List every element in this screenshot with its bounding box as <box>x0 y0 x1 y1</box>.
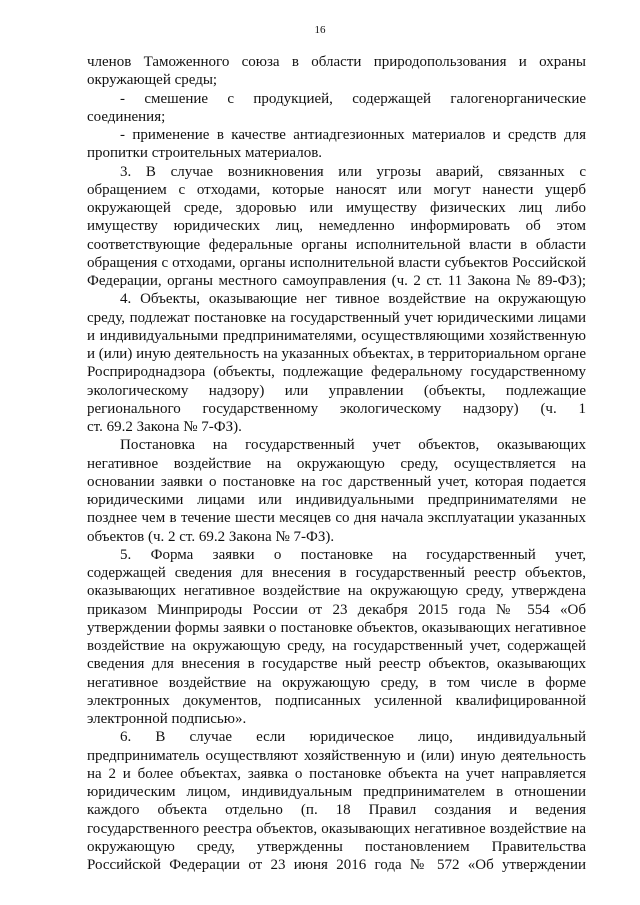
text-line: соответствующие федеральные органы исполнительной власти в области <box>87 236 586 253</box>
text-line: оказывающих негативное воздействие на окружающую среду, утверждена <box>87 583 586 600</box>
text-line: и индивидуальными предпринимателями, осуществляющими хозяйственную <box>87 327 586 344</box>
text-line: 3. В случае возникновения или угрозы аварий, связанных с <box>120 163 586 180</box>
text-line: на 2 и более объектах, заявка о постановке объекта на учет направляется <box>87 765 586 782</box>
text-line: 5. Форма заявки о постановке на государственный учет, <box>120 546 586 563</box>
text-line: сведения для внесения в государстве ный реестр объектов, оказывающих <box>87 656 586 673</box>
text-line: каждого объекта отдельно (п. 18 Правил создания и ведения <box>87 802 586 819</box>
text-line: предприниматель осуществляют хозяйственную и (или) иную деятельность <box>87 747 586 764</box>
text-line: негативное воздействие на окружающую среду, осуществляется на <box>87 455 586 472</box>
text-line: окружающую среду, утвержденны постановлением Правительства <box>87 838 586 855</box>
text-line: соединения; <box>87 108 166 125</box>
text-line: приказом Минприроды России от 23 декабря 2015 года № 554 «Об <box>87 601 586 618</box>
text-line: обращением с отходами, которые наносят или могут нанести ущерб <box>87 181 586 198</box>
text-line: среду, подлежат постановке на государственный учет юридическими лицами <box>87 309 586 326</box>
text-line: электронных документов, подписанных усиленной квалифицированной <box>87 692 586 709</box>
text-line: воздействие на окружающую среду, на государственный учет, содержащей <box>87 638 586 654</box>
text-line: 4. Объекты, оказывающие нег тивное воздействие на окружающую <box>120 291 586 308</box>
text-line: утверждении формы заявки о постановке объектов, оказывающих негативное <box>87 619 586 636</box>
text-line: экологическому надзору) или управлении (объекты, подлежащие <box>87 382 586 399</box>
text-line: и (или) иную деятельность на указанных объектах, в территориальном органе <box>87 346 586 362</box>
text-line: Росприроднадзора (объекты, подлежащие федеральному государственному <box>87 364 586 381</box>
text-line: ст. 69.2 Закона № 7-ФЗ). <box>87 419 242 435</box>
text-line: - смешение с продукцией, содержащей галогенорганические <box>120 90 586 107</box>
text-line: - применение в качестве антиадгезионных материалов и средств для <box>120 127 586 143</box>
text-line: Федерации, органы местного самоуправления (ч. 2 ст. 11 Закона № 89-ФЗ); <box>87 273 586 289</box>
text-line: пропитки строительных материалов. <box>87 145 323 162</box>
text-line: окружающей среды; <box>87 72 218 89</box>
text-line: объектов (ч. 2 ст. 69.2 Закона № 7-ФЗ). <box>87 528 335 545</box>
text-line: имуществу юридических лиц, немедленно информировать об этом <box>87 218 586 235</box>
text-line: Российской Федерации от 23 июня 2016 года № 572 «Об утверждении <box>87 857 586 873</box>
text-line: позднее чем в течение шести месяцев со дня начала эксплуатации указанных <box>87 510 586 527</box>
page-number: 16 <box>314 24 326 36</box>
text-line: негативное воздействие на окружающую среду, в том числе в форме <box>87 674 586 691</box>
text-line: регионального государственному экологическому надзору) (ч. 1 <box>87 400 586 417</box>
text-line: Постановка на государственный учет объектов, оказывающих <box>120 437 586 454</box>
text-line: основании заявки о постановке на гос дарственный учет, которая подается <box>87 473 586 490</box>
text-line: электронной подписью». <box>87 711 247 727</box>
text-line: 6. В случае если юридическое лицо, индивидуальный <box>120 729 586 746</box>
text-line: государственного реестра объектов, оказывающих негативное воздействие на <box>87 820 586 837</box>
text-line: членов Таможенного союза в области природопользования и охраны <box>87 54 586 70</box>
text-line: содержащей сведения для внесения в государственный реестр объектов, <box>87 565 586 581</box>
text-line: юридическим лицом, индивидуальным предпринимателем в отношении <box>87 784 586 800</box>
text-line: юридическими лицами или индивидуальными предпринимателями не <box>87 492 586 508</box>
text-line: обращения с отходами, органы исполнительной власти субъектов Российской <box>87 254 586 271</box>
text-line: окружающей среде, здоровью или имуществу физических лиц либо <box>87 200 586 216</box>
